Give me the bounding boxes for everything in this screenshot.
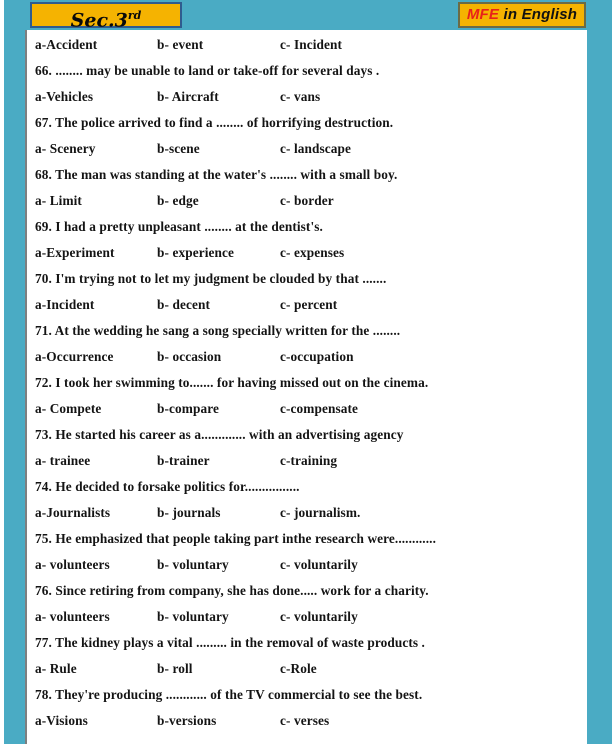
- section-badge: [30, 2, 182, 32]
- option-c[interactable]: c-occupation: [280, 349, 354, 364]
- question-row: [27, 266, 587, 292]
- option-c[interactable]: c- percent: [280, 297, 338, 312]
- question-row: [27, 162, 587, 188]
- question-text: 70. I'm trying not to let my judgment be clouded by that .......: [35, 271, 387, 286]
- option-c[interactable]: c- Incident: [280, 37, 343, 52]
- option-b[interactable]: b-compare: [157, 401, 219, 416]
- option-b[interactable]: b- edge: [157, 193, 199, 208]
- question-text: 76. Since retiring from company, she has done..... work for a charity.: [35, 583, 429, 598]
- question-list: [27, 30, 587, 734]
- option-c[interactable]: c- border: [280, 193, 334, 208]
- question-row: [27, 214, 587, 240]
- option-c[interactable]: c- journalism.: [280, 505, 361, 520]
- question-text: 75. He emphasized that people taking part inthe research were............: [35, 531, 437, 546]
- option-c[interactable]: c-Role: [280, 661, 317, 676]
- option-a[interactable]: a- Rule: [35, 661, 77, 676]
- brand-name: MFE: [466, 6, 500, 23]
- option-a[interactable]: a- volunteers: [35, 609, 110, 624]
- options-row: [27, 708, 587, 734]
- option-b[interactable]: b-trainer: [157, 453, 210, 468]
- option-b[interactable]: b- journals: [157, 505, 221, 520]
- options-row: [27, 292, 587, 318]
- section-badge-superscript: rd: [127, 9, 142, 22]
- question-row: [27, 682, 587, 708]
- page-right-margin: [587, 0, 612, 744]
- option-c[interactable]: c- vans: [280, 89, 321, 104]
- question-text: 71. At the wedding he sang a song specially written for the ........: [35, 323, 401, 338]
- question-row: [27, 58, 587, 84]
- question-text: 78. They're producing ............ of the TV commercial to see the best.: [35, 687, 423, 702]
- question-row: [27, 318, 587, 344]
- option-c[interactable]: c-training: [280, 453, 338, 468]
- question-row: [27, 474, 587, 500]
- option-a[interactable]: a-Vehicles: [35, 89, 94, 104]
- question-text: 77. The kidney plays a vital ......... in the removal of waste products .: [35, 635, 425, 650]
- option-b[interactable]: b- occasion: [157, 349, 222, 364]
- option-a[interactable]: a- Scenery: [35, 141, 96, 156]
- option-a[interactable]: a-Experiment: [35, 245, 115, 260]
- options-row: [27, 656, 587, 682]
- options-row: [27, 552, 587, 578]
- option-c[interactable]: c- verses: [280, 713, 330, 728]
- options-row: [27, 500, 587, 526]
- option-b[interactable]: b- voluntary: [157, 557, 229, 572]
- question-row: [27, 370, 587, 396]
- option-b[interactable]: b-scene: [157, 141, 200, 156]
- options-row: [27, 344, 587, 370]
- option-a[interactable]: a-Occurrence: [35, 349, 114, 364]
- question-row: [27, 110, 587, 136]
- option-b[interactable]: b- roll: [157, 661, 193, 676]
- option-b[interactable]: b- voluntary: [157, 609, 229, 624]
- option-a[interactable]: a-Incident: [35, 297, 95, 312]
- question-text: 66. ........ may be unable to land or take-off for several days .: [35, 63, 380, 78]
- worksheet-sheet: [25, 30, 587, 744]
- brand-badge-label: [467, 6, 577, 23]
- options-row: [27, 32, 587, 58]
- question-text: 72. I took her swimming to....... for having missed out on the cinema.: [35, 375, 429, 390]
- question-row: [27, 630, 587, 656]
- option-b[interactable]: b-versions: [157, 713, 217, 728]
- options-row: [27, 84, 587, 110]
- page-left-margin: [4, 0, 25, 744]
- option-c[interactable]: c- landscape: [280, 141, 352, 156]
- options-row: [27, 396, 587, 422]
- option-b[interactable]: b- decent: [157, 297, 210, 312]
- question-row: [27, 422, 587, 448]
- options-row: [27, 240, 587, 266]
- option-c[interactable]: c- expenses: [280, 245, 345, 260]
- option-b[interactable]: b- experience: [157, 245, 234, 260]
- option-b[interactable]: b- event: [157, 37, 204, 52]
- section-badge-label: [71, 4, 142, 32]
- option-a[interactable]: a-Accident: [35, 37, 98, 52]
- question-row: [27, 526, 587, 552]
- option-c[interactable]: c- voluntarily: [280, 557, 358, 572]
- brand-suffix: in English: [499, 6, 578, 23]
- option-a[interactable]: a- Limit: [35, 193, 82, 208]
- option-b[interactable]: b- Aircraft: [157, 89, 219, 104]
- question-text: 74. He decided to forsake politics for................: [35, 479, 300, 494]
- question-text: 69. I had a pretty unpleasant ........ at the dentist's.: [35, 219, 323, 234]
- option-a[interactable]: a- trainee: [35, 453, 91, 468]
- brand-badge: [458, 2, 586, 28]
- option-c[interactable]: c- voluntarily: [280, 609, 358, 624]
- option-a[interactable]: a-Visions: [35, 713, 88, 728]
- option-c[interactable]: c-compensate: [280, 401, 359, 416]
- options-row: [27, 188, 587, 214]
- question-text: 73. He started his career as a............. with an advertising agency: [35, 427, 404, 442]
- options-row: [27, 448, 587, 474]
- option-a[interactable]: a-Journalists: [35, 505, 111, 520]
- option-a[interactable]: a- volunteers: [35, 557, 110, 572]
- section-badge-main: Sec.3: [70, 9, 128, 32]
- question-text: 68. The man was standing at the water's ........ with a small boy.: [35, 167, 398, 182]
- question-text: 67. The police arrived to find a ........ of horrifying destruction.: [35, 115, 394, 130]
- question-row: [27, 578, 587, 604]
- options-row: [27, 604, 587, 630]
- options-row: [27, 136, 587, 162]
- option-a[interactable]: a- Compete: [35, 401, 102, 416]
